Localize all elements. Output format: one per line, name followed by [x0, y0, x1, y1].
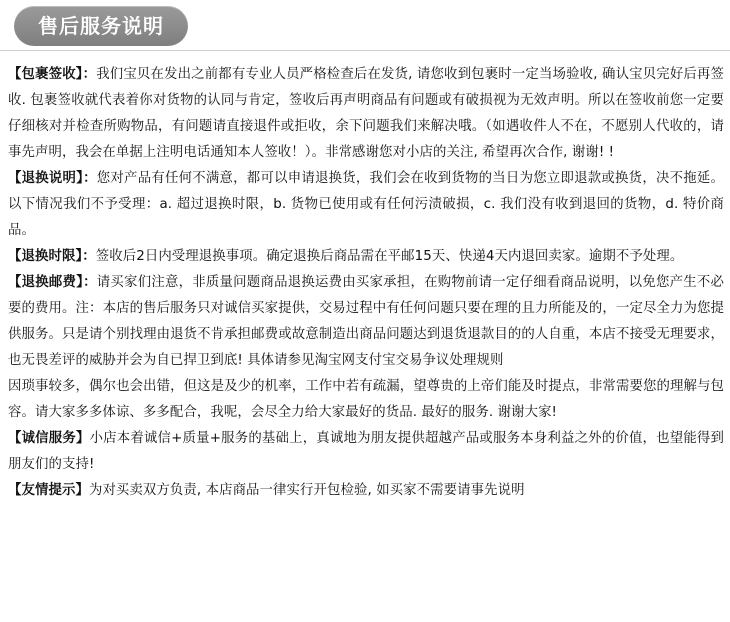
header-bar — [0, 0, 730, 52]
section-integrity-service — [8, 426, 724, 478]
section-text: 您对产品有任何不满意，都可以申请退换货，我们会在收到货物的当日为您立即退款或换货，决不拖延。以下情况我们不予受理：a. 超过退换时限，b. 货物已使用或有任何污渍破损，c. 我们没有收到退回的货物，d. 特价商品。 — [8, 171, 724, 238]
policy-content — [8, 62, 724, 504]
section-text: 我们宝贝在发出之前都有专业人员严格检查后在发货, 请您收到包裹时一定当场验收, 确认宝贝完好后再签收. 包裹签收就代表着你对货物的认同与肯定，签收后再声明商品有问题或有破损视为无效声明。所以在签收前您一定要仔细核对并检查所购物品，有问题请直接退件或拒收，余下问题我们来解决哦。（如遇收件人不在，不愿别人代收的，请事先声明，我会在单据上注明电话通知本人签收！）。非常感谢您对小店的关注, 希望再次合作, 谢谢! ! — [8, 67, 724, 160]
section-heading: 【诚信服务】 — [8, 431, 90, 446]
section-apology-note — [8, 374, 724, 426]
section-text: 签收后2日内受理退换事项。确定退换后商品需在平邮15天、快递4天内退回卖家。逾期不予处理。 — [95, 249, 684, 264]
section-return-exchange — [8, 166, 724, 244]
section-text: 因琐事较多，偶尔也会出错，但这是及少的机率，工作中若有疏漏，望尊贵的上帝们能及时提点，非常需要您的理解与包容。请大家多多体谅、多多配合，我呢，会尽全力给大家最好的货品. 最好的服务. 谢谢大家! — [8, 379, 724, 420]
section-heading: 【退换邮费】： — [8, 275, 97, 290]
section-text: 请买家们注意，非质量问题商品退换运费由买家承担，在购物前请一定仔细看商品说明，以免您产生不必要的费用。注：本店的售后服务只对诚信买家提供，交易过程中有任何问题只要在理的且力所能及的，一定尽全力为您提供服务。只是请个别找理由退货不肯承担邮费或故意制造出商品问题达到退货退款目的的人自重，本店不接受无理要求，也无畏差评的威胁并会为自已捍卫到底! 具体请参见淘宝网支付宝交易争议处理规则 — [8, 275, 724, 368]
page-title: 售后服务说明 — [38, 14, 164, 38]
section-return-postage — [8, 270, 724, 374]
section-heading: 【包裹签收】： — [8, 67, 97, 82]
section-return-time-limit — [8, 244, 724, 270]
section-heading: 【友情提示】 — [8, 483, 89, 498]
section-package-receipt — [8, 62, 724, 166]
header-divider — [0, 50, 730, 51]
section-text: 为对买卖双方负责, 本店商品一律实行开包检验, 如买家不需要请事先说明 — [88, 483, 525, 498]
section-text: 小店本着诚信+质量+服务的基础上，真诚地为朋友提供超越产品或服务本身利益之外的价值，也望能得到朋友们的支持! — [8, 431, 724, 472]
section-heading: 【退换时限】： — [8, 249, 96, 264]
section-friendly-tip — [8, 478, 724, 504]
section-heading: 【退换说明】： — [8, 171, 97, 186]
